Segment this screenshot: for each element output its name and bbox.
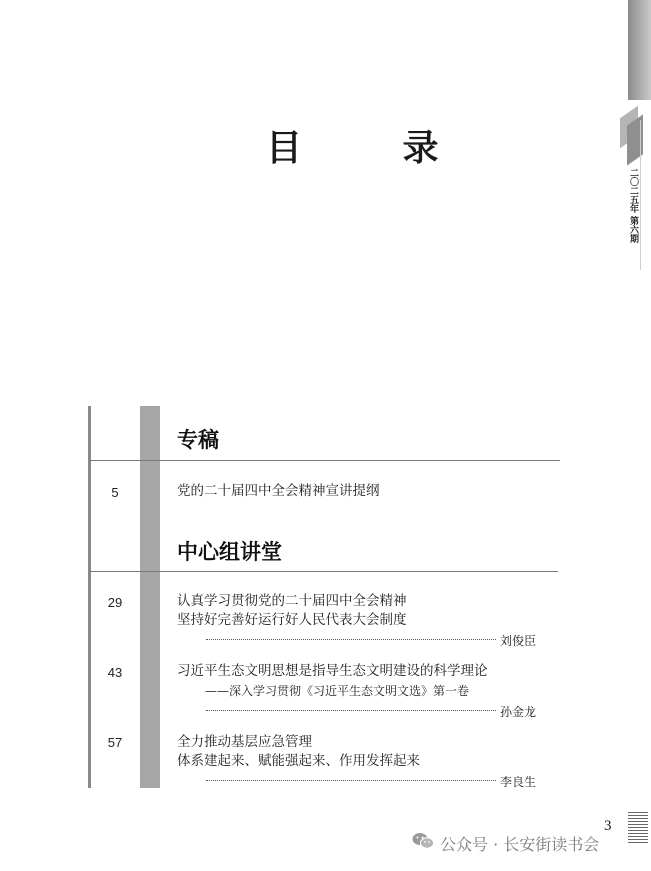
toc-author: 李良生 [500,775,537,789]
toc-entry-subtitle: ——深入学习贯彻《习近平生态文明文选》第一卷 [205,684,470,698]
toc-author: 孙金龙 [500,705,537,719]
section-divider [90,460,560,461]
toc-entry-title[interactable]: 党的二十届四中全会精神宣讲提纲 [177,483,380,499]
leader-dots [206,710,496,711]
page-title: 目 录 [266,128,483,169]
toc-page-number: 57 [107,735,123,750]
toc-page-number: 43 [107,665,123,680]
toc-entry-title[interactable]: 习近平生态文明思想是指导生态文明建设的科学理论 [177,663,488,679]
vertical-issue-label: 二〇二五年 第六期 [628,168,638,244]
toc-page-number: 5 [111,485,119,500]
toc-entry-title[interactable]: 全力推动基层应急管理 [177,734,312,750]
toc-entry-title-line2[interactable]: 坚持好完善好运行好人民代表大会制度 [177,612,407,628]
section-heading-lecture: 中心组讲堂 [177,540,282,564]
edge-rule [640,120,641,270]
wechat-icon [412,832,434,850]
toc-entry-title[interactable]: 认真学习贯彻党的二十届四中全会精神 [177,593,407,609]
watermark-text: 公众号 · 长安街读书会 [440,835,600,854]
edge-tab-bar [628,0,651,100]
toc-page-number: 29 [107,595,123,610]
section-heading-special: 专稿 [177,428,219,452]
page-corner-lines [628,812,648,845]
page-number: 3 [604,818,612,834]
leader-dots [206,780,496,781]
section-divider [90,571,558,572]
toc-entry-title-line2[interactable]: 体系建起来、赋能强起来、作用发挥起来 [177,753,420,769]
toc-author: 刘俊臣 [500,634,537,648]
leader-dots [206,639,496,640]
